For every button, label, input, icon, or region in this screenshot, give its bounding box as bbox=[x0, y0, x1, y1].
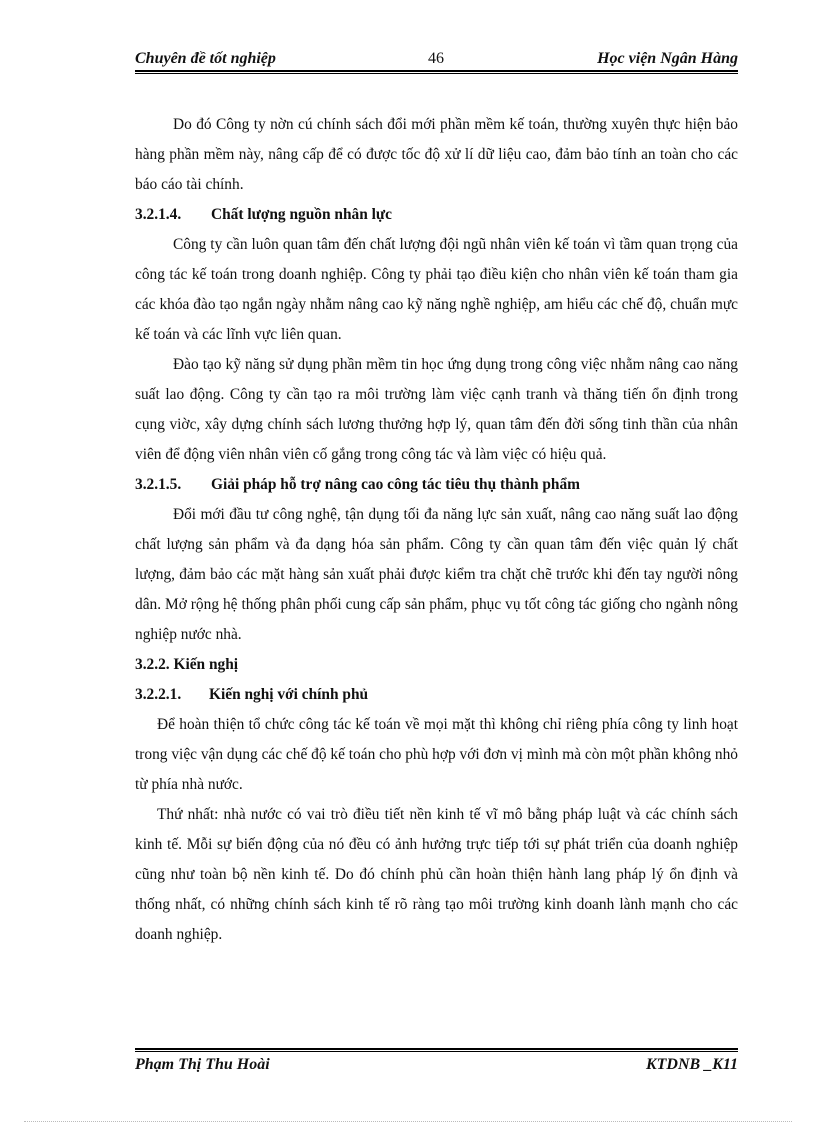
heading-title: Kiến nghị với chính phủ bbox=[209, 686, 369, 703]
header-title: Chuyên đề tốt nghiệp bbox=[135, 50, 276, 67]
footer-class-code: KTDNB _K11 bbox=[645, 1056, 738, 1073]
header-institution: Học viện Ngân Hàng bbox=[597, 50, 738, 67]
paragraph-5: Để hoàn thiện tổ chức công tác kế toán về mọi mặt thì không chỉ riêng phía công ty linh hoạt trong việc vận dụng các chế độ kế toán cho phù hợp với đơn vị mình mà còn một phần không nhỏ từ phía nhà nước. bbox=[135, 716, 738, 793]
page-number: 46 bbox=[428, 50, 444, 67]
page-body bbox=[135, 110, 738, 950]
paragraph-6: Thứ nhất: nhà nước có vai trò điều tiết nền kinh tế vĩ mô bằng pháp luật và các chính sách kinh tế. Mỗi sự biến động của nó đều có ảnh hưởng trực tiếp tới sự phát triển của doanh nghiệp cũng như toàn bộ nền kinh tế. Do đó chính phủ cần hoàn thiện hành lang pháp lý ổn định và thống nhất, có những chính sách kinh tế rõ ràng tạo môi trường kinh doanh lành mạnh cho các doanh nghiệp. bbox=[135, 806, 738, 943]
page-header bbox=[135, 46, 738, 74]
paragraph-4: Đổi mới đầu tư công nghệ, tận dụng tối đa năng lực sản xuất, nâng cao năng suất lao động chất lượng sản phẩm và đa dạng hóa sản phẩm. Công ty cần quan tâm đến việc quản lý chất lượng, đảm bảo các mặt hàng sản xuất phải được kiểm tra chặt chẽ trước khi đến tay người nông dân. Mở rộng hệ thống phân phối cung cấp sản phẩm, phục vụ tốt công tác giống cho ngành nông nghiệp nước nhà. bbox=[135, 506, 738, 643]
page-bottom-dotted-border bbox=[24, 1121, 792, 1122]
header-rule-thin bbox=[135, 73, 738, 74]
heading-3-2-2-1 bbox=[135, 680, 738, 710]
page-footer bbox=[135, 1048, 738, 1078]
heading-number: 3.2.1.4. bbox=[135, 206, 182, 223]
paragraph-2: Công ty cần luôn quan tâm đến chất lượng đội ngũ nhân viên kế toán vì tầm quan trọng của công tác kế toán trong doanh nghiệp. Công ty phải tạo điều kiện cho nhân viên kế toán tham gia các khóa đào tạo ngắn ngày nhằm nâng cao kỹ năng nghề nghiệp, am hiểu các chế độ, chuẩn mực kế toán và các lĩnh vực liên quan. bbox=[135, 236, 738, 343]
header-rule bbox=[135, 70, 738, 72]
heading-3-2-2: 3.2.2. Kiến nghị bbox=[135, 656, 239, 673]
footer-rule-thin bbox=[135, 1051, 738, 1052]
heading-title: Giải pháp hỗ trợ nâng cao công tác tiêu thụ thành phẩm bbox=[211, 476, 580, 493]
footer-author: Phạm Thị Thu Hoài bbox=[135, 1056, 270, 1073]
paragraph-3: Đào tạo kỹ năng sử dụng phần mềm tin học ứng dụng trong công việc nhằm nâng cao năng suất lao động. Công ty cần tạo ra môi trường làm việc cạnh tranh và thăng tiến ổn định trong cụng viờc, xây dựng chính sách lương thưởng hợp lý, quan tâm đến đời sống tinh thần của nhân viên để động viên nhân viên cố gắng trong công tác và làm việc có hiệu quả. bbox=[135, 356, 738, 463]
heading-3-2-1-5 bbox=[135, 470, 738, 500]
heading-number: 3.2.2.1. bbox=[135, 686, 182, 703]
heading-3-2-1-4 bbox=[135, 200, 738, 230]
paragraph-1: Do đó Công ty nờn cú chính sách đổi mới phần mềm kế toán, thường xuyên thực hiện bảo hàng phần mềm này, nâng cấp để có được tốc độ xử lí dữ liệu cao, đảm bảo tính an toàn cho các báo cáo tài chính. bbox=[135, 116, 738, 193]
heading-title: Chất lượng nguồn nhân lực bbox=[211, 206, 392, 223]
heading-number: 3.2.1.5. bbox=[135, 476, 182, 493]
footer-rule bbox=[135, 1048, 738, 1050]
